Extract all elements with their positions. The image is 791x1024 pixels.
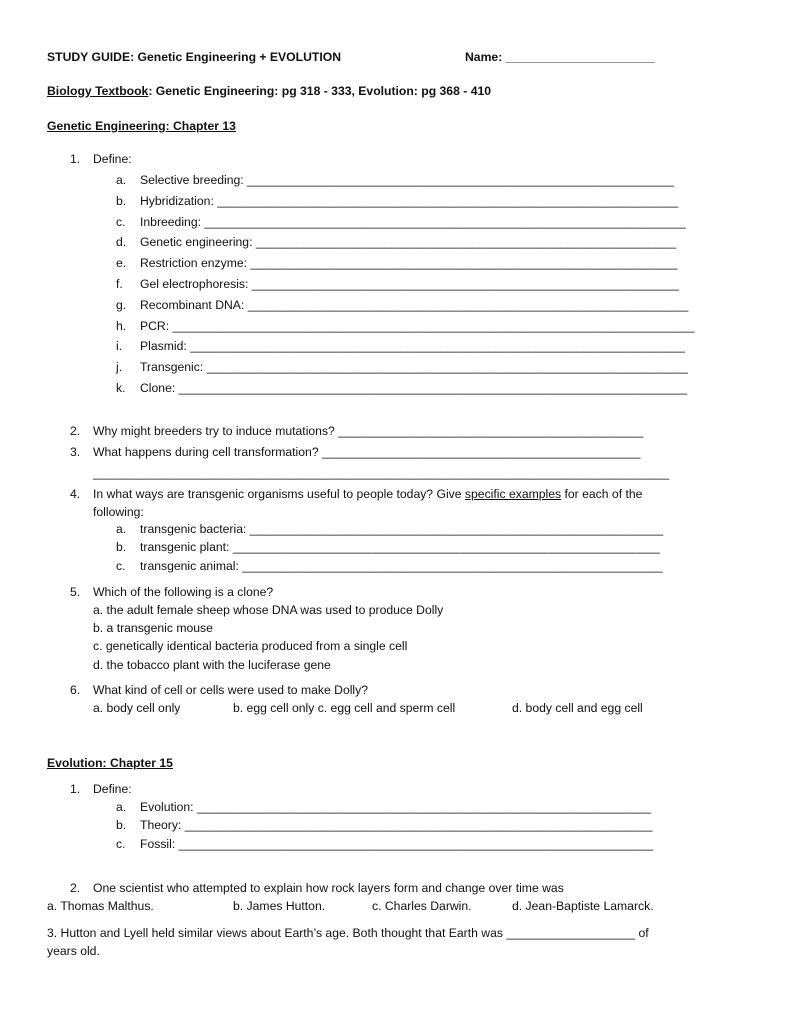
define-item-text: Selective breeding: _______________________________________________________________ [140, 173, 675, 187]
define-item-text: Plasmid: _________________________________________________________________________ [140, 339, 685, 354]
define-item-letter: b. [116, 193, 127, 208]
define-item-text: Gel electrophoresis: _______________________________________________________________ [140, 277, 679, 291]
transgenic-item-text: transgenic bacteria: _____________________________________________________________ [140, 522, 664, 536]
transgenic-item-text: transgenic animal: ______________________________________________________________ [140, 558, 663, 573]
define-item-text: Transgenic: _______________________________________________________________________ [140, 360, 688, 375]
evolution-q2-text: One scientist who attempted to explain how rock layers form and change over time was [93, 881, 564, 895]
define-item-letter: f. [116, 277, 123, 291]
define-item-text: Clone: ___________________________________________________________________________ [140, 381, 687, 395]
evolution-define-item-text: Fossil: ______________________________________________________________________ [140, 836, 654, 851]
genetic-q5-text: Which of the following is a clone? [93, 585, 274, 599]
evolution-section-heading: Evolution: Chapter 15 [47, 756, 173, 770]
genetic-section-heading: Genetic Engineering: Chapter 13 [47, 119, 236, 133]
evolution-q1-text: Define: [93, 782, 132, 796]
genetic-q1-number: 1. [70, 152, 81, 166]
genetic-q3-text: What happens during cell transformation? _______________________________________________ [93, 445, 641, 459]
genetic-q3-answer-line: _____________________________________________________________________________________ [93, 466, 670, 480]
define-item-letter: j. [116, 360, 123, 375]
define-item-letter: c. [116, 214, 126, 229]
evolution-define-item-letter: c. [116, 836, 126, 851]
genetic-q4-number: 4. [70, 487, 81, 501]
name-field-label: Name: ______________________ [465, 50, 655, 64]
genetic-q5-number: 5. [70, 585, 81, 599]
evolution-q3-text: 3. Hutton and Lyell held similar views about Earth’s age. Both thought that Earth was ___________________ of [47, 926, 649, 940]
evolution-q2-option-c: c. Charles Darwin. [372, 899, 472, 913]
q5-option: a. the adult female sheep whose DNA was used to produce Dolly [93, 603, 444, 617]
genetic-q4-emphasis: specific examples [464, 487, 562, 501]
transgenic-item-text: transgenic plant: _______________________________________________________________ [140, 540, 660, 555]
evolution-define-item-text: Theory: _____________________________________________________________________ [140, 818, 653, 833]
textbook-pages: : Genetic Engineering: pg 318 - 333, Evolution: pg 368 - 410 [148, 84, 492, 98]
define-item-letter: a. [116, 173, 127, 187]
transgenic-item-letter: a. [116, 522, 127, 536]
q5-option: c. genetically identical bacteria produced from a single cell [93, 639, 408, 654]
genetic-q4-text-line2: following: [93, 505, 144, 519]
evolution-define-item-letter: b. [116, 818, 127, 833]
page-title: STUDY GUIDE: Genetic Engineering + EVOLUTION [47, 50, 342, 64]
genetic-q4-text-start: In what ways are transgenic organisms useful to people today? Give [93, 487, 465, 501]
define-item-text: Genetic engineering: ______________________________________________________________ [140, 235, 677, 250]
define-item-letter: h. [116, 318, 127, 333]
genetic-q2-number: 2. [70, 424, 81, 438]
define-item-letter: k. [116, 381, 126, 395]
define-item-text: Inbreeding: _______________________________________________________________________ [140, 214, 686, 229]
q5-option: d. the tobacco plant with the luciferase gene [93, 657, 331, 672]
genetic-q6-option-d: d. body cell and egg cell [512, 701, 643, 715]
evolution-q1-number: 1. [70, 782, 81, 796]
evolution-q2-number: 2. [70, 881, 81, 895]
evolution-define-item-letter: a. [116, 800, 127, 814]
define-item-letter: i. [116, 339, 123, 354]
evolution-q2-option-d: d. Jean-Baptiste Lamarck. [512, 899, 654, 913]
define-item-letter: d. [116, 235, 127, 250]
evolution-q2-option-b: b. James Hutton. [233, 899, 326, 913]
genetic-q6-text: What kind of cell or cells were used to make Dolly? [93, 683, 369, 697]
transgenic-item-letter: b. [116, 540, 127, 555]
define-item-letter: e. [116, 256, 127, 271]
genetic-q2-text: Why might breeders try to induce mutations? _____________________________________________ [93, 424, 644, 438]
genetic-q6-option-b-c: b. egg cell only c. egg cell and sperm cell [233, 701, 456, 715]
genetic-q6-number: 6. [70, 683, 81, 697]
define-item-text: PCR: _____________________________________________________________________________ [140, 318, 695, 333]
evolution-q2-option-a: a. Thomas Malthus. [47, 899, 154, 913]
define-item-text: Hybridization: ____________________________________________________________________ [140, 193, 679, 208]
genetic-q1-text: Define: [93, 152, 132, 166]
genetic-q6-option-a: a. body cell only [93, 701, 181, 715]
transgenic-item-letter: c. [116, 558, 126, 573]
genetic-q4-text [93, 486, 642, 502]
q5-option: b. a transgenic mouse [93, 621, 213, 636]
define-item-text: Restriction enzyme: _______________________________________________________________ [140, 256, 678, 271]
textbook-reference [47, 83, 491, 99]
define-item-letter: g. [116, 297, 127, 312]
evolution-define-item-text: Evolution: ___________________________________________________________________ [140, 800, 652, 814]
define-item-text: Recombinant DNA: _________________________________________________________________ [140, 297, 689, 312]
evolution-q3-text-line2: years old. [47, 944, 100, 958]
textbook-label: Biology Textbook [47, 84, 149, 98]
genetic-q4-text-end: for each of the [561, 487, 643, 501]
genetic-q3-number: 3. [70, 445, 81, 459]
